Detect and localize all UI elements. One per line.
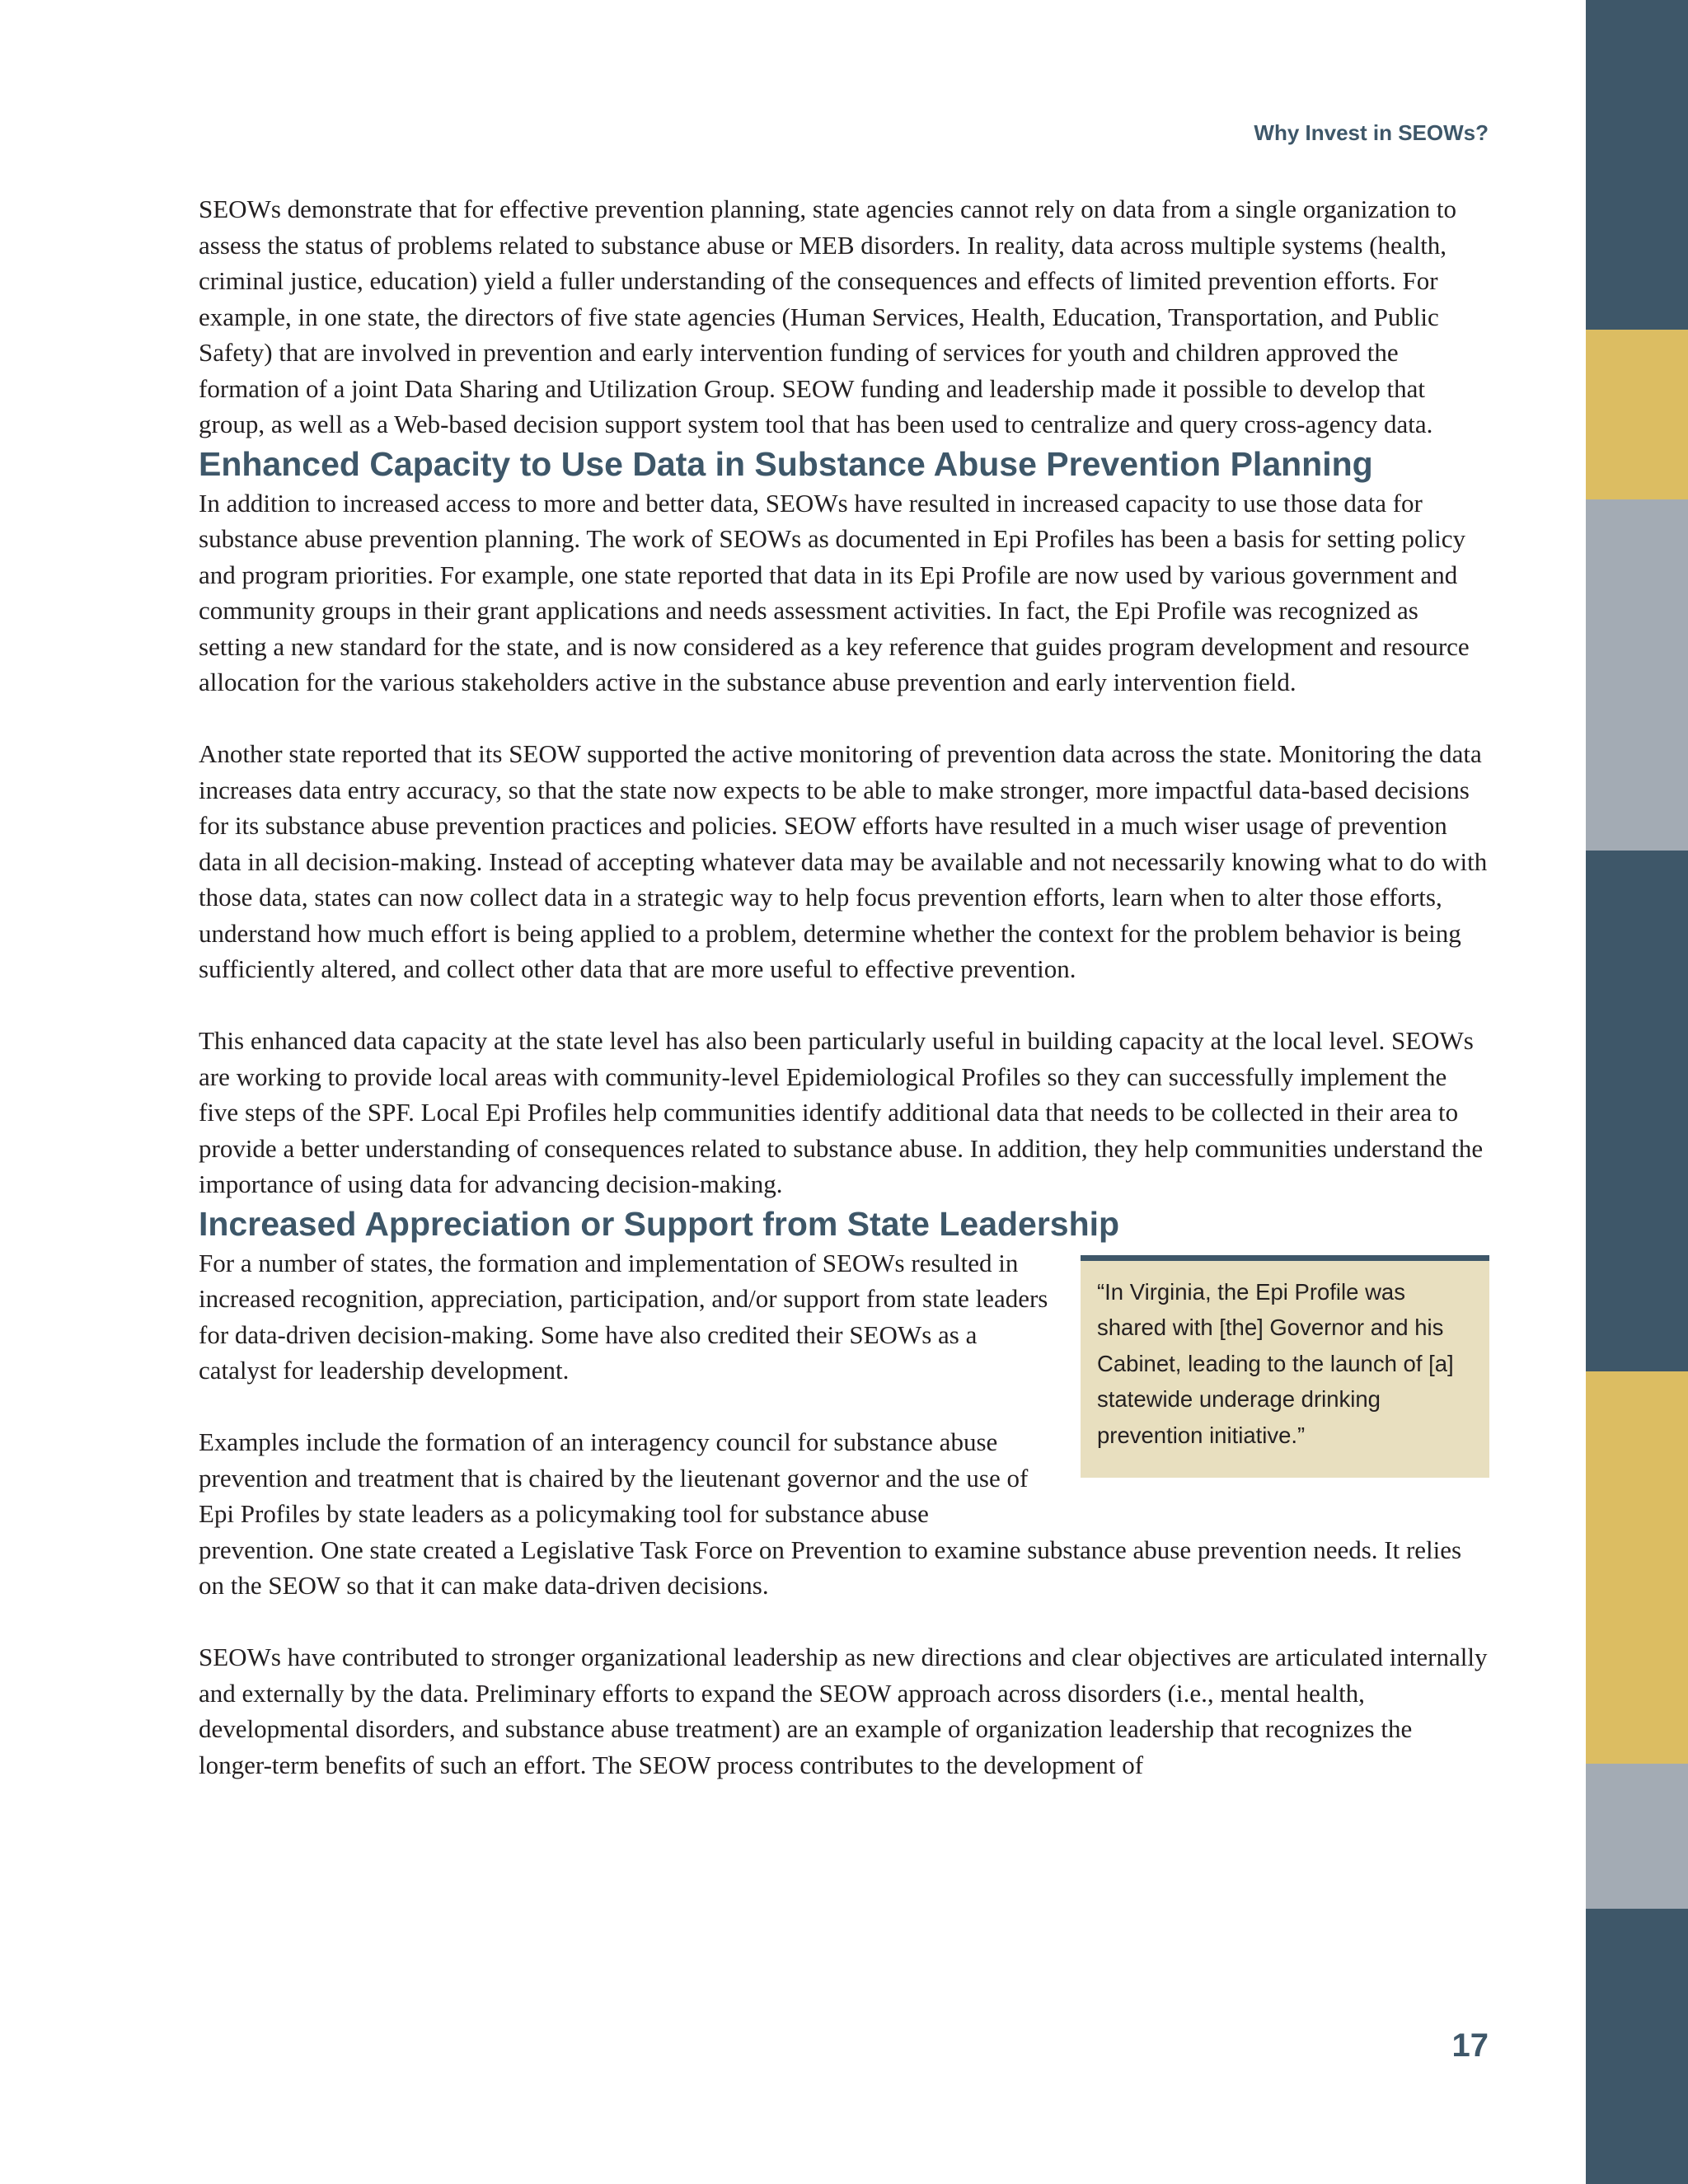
- page-content: [199, 191, 1489, 1783]
- band-segment-gold: [1586, 1371, 1688, 1764]
- band-segment-gold: [1586, 330, 1688, 499]
- section-heading-state-leadership: Increased Appreciation or Support from State Leadership: [199, 1204, 1120, 1243]
- body-paragraph: SEOWs have contributed to stronger organizational leadership as new directions and clear objectives are articulated internally and externally by the data. Preliminary efforts to expand the SEOW approach across disorders (i.e., mental health, developmental disorders, and substance abuse treatment) are an example of organization leadership that recognizes the longer-term benefits of such an effort. The SEOW process contributes to the development of: [199, 1643, 1488, 1779]
- pull-quote-callout: “In Virginia, the Epi Profile was shared with [the] Governor and his Cabinet, leading to the launch of [a] statewide underage drinking prevention initiative.”: [1081, 1255, 1489, 1479]
- section-heading-enhanced-capacity: Enhanced Capacity to Use Data in Substance Abuse Prevention Planning: [199, 444, 1373, 483]
- band-segment-gray: [1586, 499, 1688, 851]
- page-number: 17: [1451, 2027, 1489, 2064]
- leadership-section-body: [199, 1245, 1489, 1604]
- band-segment-slate: [1586, 1909, 1688, 2184]
- decorative-side-band: [1586, 0, 1688, 2184]
- band-segment-slate: [1586, 851, 1688, 1371]
- body-paragraph: For a number of states, the formation and implementation of SEOWs resulted in increased recognition, appreciation, participation, and/or support from state leaders for data-driven decision-making. Some have also credited their SEOWs as a catalyst for leadership development.: [199, 1248, 1048, 1385]
- body-paragraph: Another state reported that its SEOW supported the active monitoring of prevention data across the state. Monitoring the data increases data entry accuracy, so that the state now expects to be able to make stronger, more impactful data-based decisions for its substance abuse prevention practices and policies. SEOW efforts have resulted in a much wiser usage of prevention data in all decision-making. Instead of accepting whatever data may be available and not necessarily knowing what to do with those data, states can now collect data in a strategic way to help focus prevention efforts, learn when to alter those efforts, understand how much effort is being applied to a problem, determine whether the context for the problem behavior is being sufficiently altered, and collect other data that are more useful to effective prevention.: [199, 739, 1488, 983]
- band-segment-slate: [1586, 0, 1688, 330]
- intro-paragraph: SEOWs demonstrate that for effective prevention planning, state agencies cannot rely on data from a single organization to assess the status of problems related to substance abuse or MEB disorders. In reality, data across multiple systems (health, criminal justice, education) yield a fuller understanding of the consequences and effects of limited prevention efforts. For example, in one state, the directors of five state agencies (Human Services, Health, Education, Transportation, and Public Safety) that are involved in prevention and early intervention funding of services for youth and children approved the formation of a joint Data Sharing and Utilization Group. SEOW funding and leadership made it possible to develop that group, as well as a Web-based decision support system tool that has been used to centralize and query cross-agency data.: [199, 194, 1456, 438]
- body-paragraph: Examples include the formation of an interagency council for substance abuse prevention and treatment that is chaired by the lieutenant governor and the use of Epi Profiles by state leaders as a policymaking tool for substance abuse prevention. One state created a Legislative Task Force on Prevention to examine substance abuse prevention needs. It relies on the SEOW so that it can make data-driven decisions.: [199, 1427, 1462, 1600]
- body-paragraph: This enhanced data capacity at the state level has also been particularly useful in building capacity at the local level. SEOWs are working to provide local areas with community-level Epidemiological Profiles so they can successfully implement the five steps of the SPF. Local Epi Profiles help communities identify additional data that needs to be collected in their area to provide a better understanding of consequences related to substance abuse. In addition, they help communities understand the importance of using data for advancing decision-making.: [199, 1026, 1484, 1198]
- band-segment-gray: [1586, 1764, 1688, 1909]
- running-header: Why Invest in SEOWs?: [1254, 120, 1489, 145]
- body-paragraph: In addition to increased access to more and better data, SEOWs have resulted in increased capacity to use those data for substance abuse prevention planning. The work of SEOWs as documented in Epi Profiles has been a basis for setting policy and program priorities. For example, one state reported that data in its Epi Profile are now used by various government and community groups in their grant applications and needs assessment activities. In fact, the Epi Profile was recognized as setting a new standard for the state, and is now considered as a key reference that guides program development and resource allocation for the various stakeholders active in the substance abuse prevention and early intervention field.: [199, 488, 1470, 696]
